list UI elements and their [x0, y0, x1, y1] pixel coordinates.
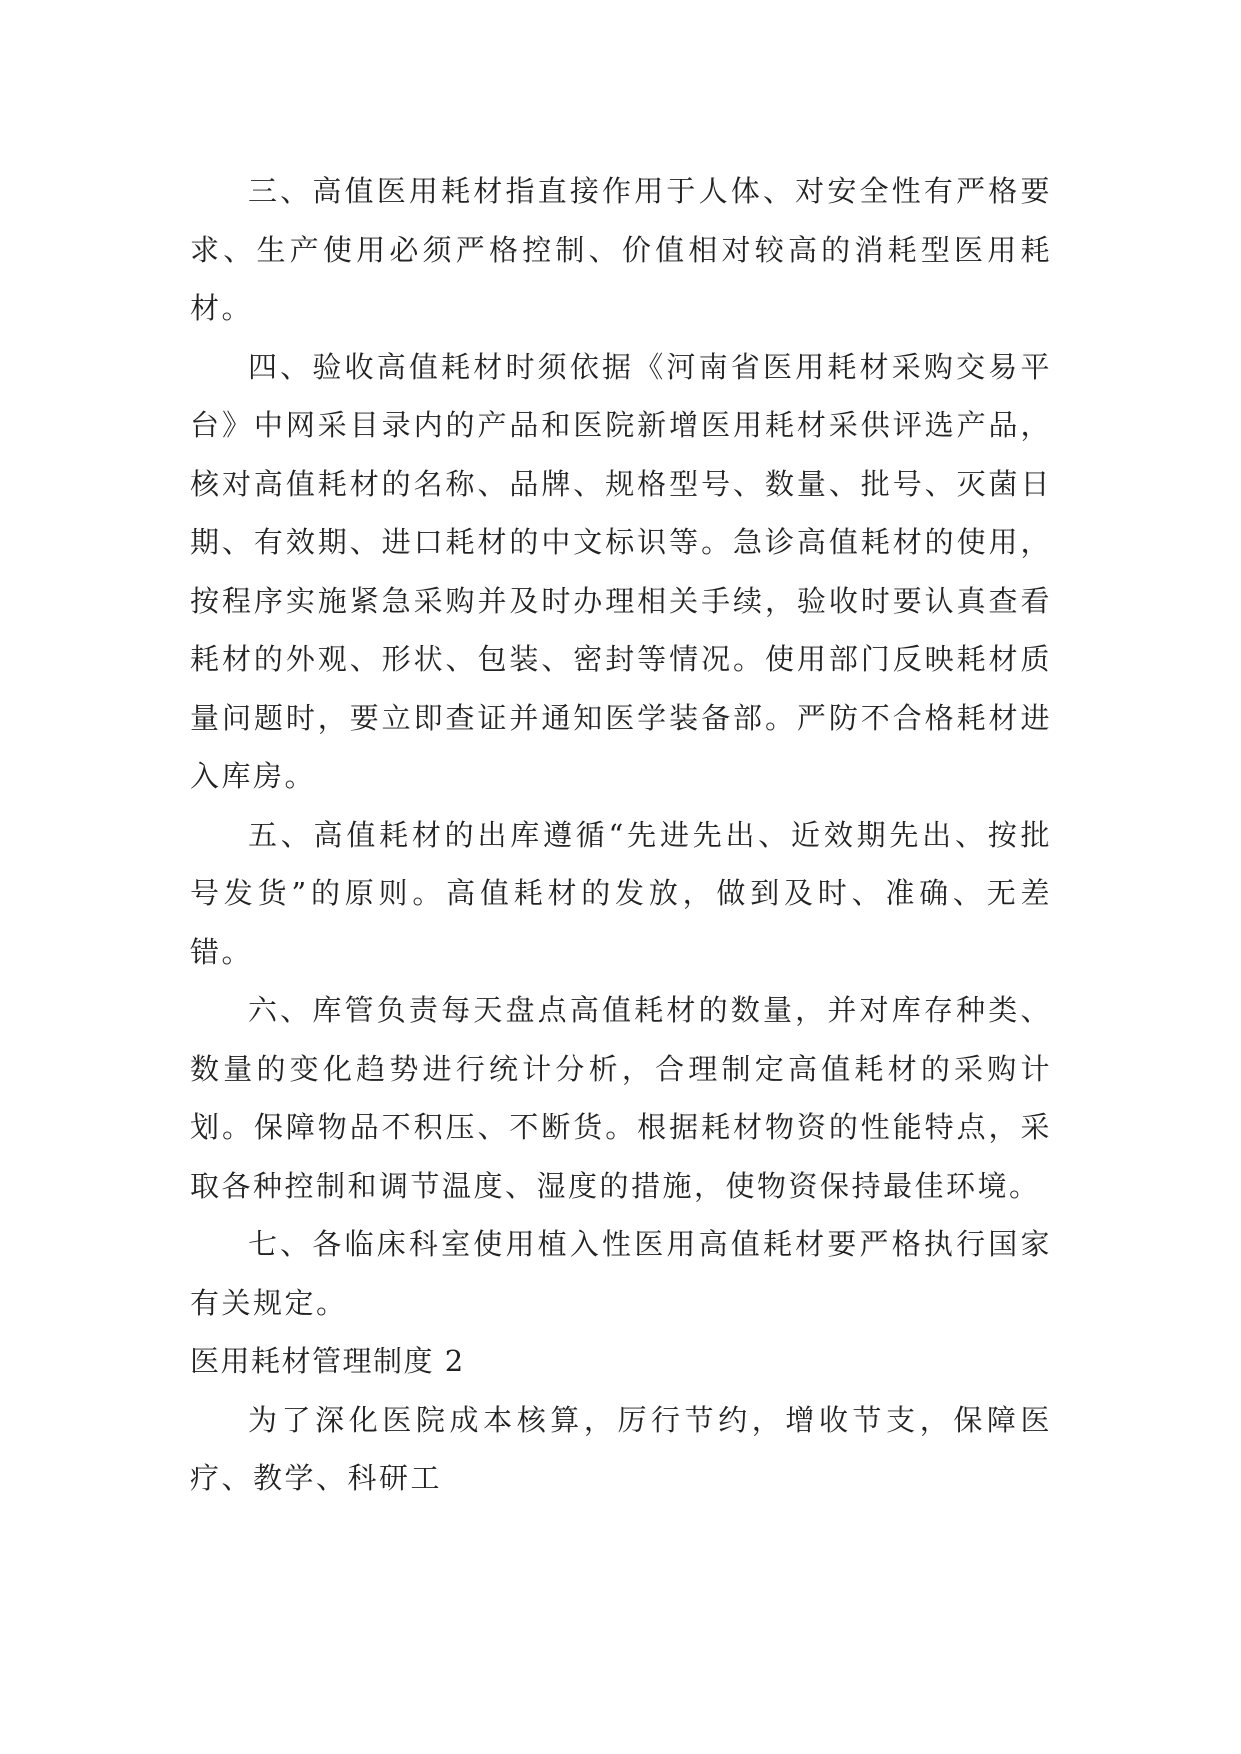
document-body	[190, 162, 1052, 1508]
paragraph-7: 七、各临床科室使用植入性医用高值耗材要严格执行国家有关规定。	[190, 1227, 1052, 1320]
paragraph-4: 四、验收高值耗材时须依据《河南省医用耗材采购交易平台》中网采目录内的产品和医院新增医用耗材采供评选产品，核对高值耗材的名称、品牌、规格型号、数量、批号、灭菌日期、有效期、进口耗材的中文标识等。急诊高值耗材的使用，按程序实施紧急采购并及时办理相关手续，验收时要认真查看耗材的外观、形状、包装、密封等情况。使用部门反映耗材质量问题时，要立即查证并通知医学装备部。严防不合格耗材进入库房。	[190, 349, 1052, 793]
paragraph-6: 六、库管负责每天盘点高值耗材的数量，并对库存种类、数量的变化趋势进行统计分析，合理制定高值耗材的采购计划。保障物品不积压、不断货。根据耗材物资的性能特点，采取各种控制和调节温度、湿度的措施，使物资保持最佳环境。	[190, 993, 1052, 1203]
final-paragraph: 为了深化医院成本核算，厉行节约，增收节支，保障医疗、教学、科研工	[190, 1402, 1052, 1495]
section-heading: 医用耗材管理制度 2	[190, 1344, 465, 1378]
paragraph-5: 五、高值耗材的出库遵循“先进先出、近效期先出、按批号发货”的原则。高值耗材的发放，做到及时、准确、无差错。	[190, 817, 1052, 969]
paragraph-3: 三、高值医用耗材指直接作用于人体、对安全性有严格要求、生产使用必须严格控制、价值相对较高的消耗型医用耗材。	[190, 174, 1052, 325]
